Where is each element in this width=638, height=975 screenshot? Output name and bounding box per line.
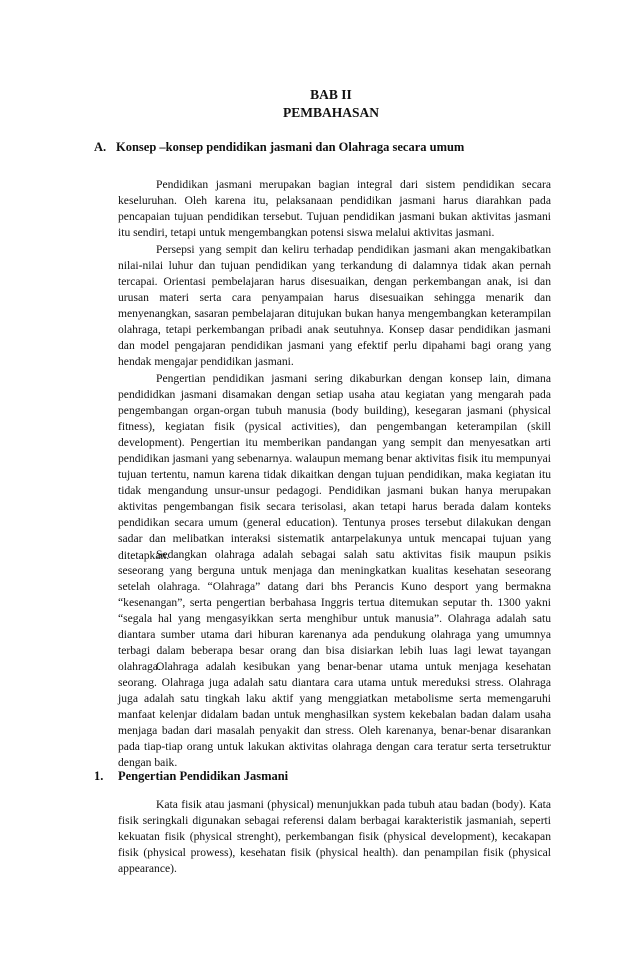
chapter-title: PEMBAHASAN [282,105,379,120]
paragraph: Olahraga adalah kesibukan yang benar-benar utama untuk menjaga kesehatan seorang. Olahraga juga adalah satu diantara cara utama untuk mereduksi stress. Olahraga juga adalah satu tingkah laku aktif yang menggiatkan metabolisme serta memengaruhi manfaat kelenjar didalam badan untuk menghasilkan system kekebalan badan dalam usaha menjaga badan dari masalah penyakit dan stress. Oleh karenanya, benar-benar disarankan pada tiap-tiap orang untuk lakukan aktivitas olahraga dengan cara teratur serta tersetruktur dengan baik. [118,660,551,770]
section-heading-a [94,139,464,155]
paragraph: Kata fisik atau jasmani (physical) menunjukkan pada tubuh atau badan (body). Kata fisik seringkali digunakan sebagai referensi dalam berbagai karakteristik jasmaniah, seperti kekuatan fisik (physical strenght), perkembangan fisik (physical development), kecakapan fisik (physical prowess), kesehatan fisik (physical health). dan penampilan fisik (physical appearance). [118,798,551,876]
section-title: Konsep –konsep pendidikan jasmani dan Olahraga secara umum [116,140,465,154]
section-heading-1 [94,768,288,784]
paragraph: Pengertian pendidikan jasmani sering dikaburkan dengan konsep lain, dimana pendididkan jasmani disamakan dengan setiap usaha atau kegiatan yang mengarah pada pengembangan organ-organ tubuh manusia (body building), kesegaran jasmani (physical fitness), kegiatan fisik (pysical activities), dan pengembangan keterampilan (skill development). Pengertian itu memberikan pandangan yang sempit dan menyesatkan arti pendidikan jasmani yang sebenarnya. walaupun memang benar aktivitas fisik itu mempunyai tujuan tertentu, namun karena tidak dikaitkan dengan tujuan pendidikan, maka kegiatan itu tidak mengandung unsur-unsur pedagogi. Pendidikan jasmani bukan hanya merupakan aktivitas pengembangan fisik secara terisolasi, akan tetapi harus berada dalam konteks pendidikan secara umum (general education). Tentunya proses tersebut dilakukan dengan sadar dan melibatkan interaksi sistematik antarpelakunya untuk mencapai tujuan yang ditetapkan. [118,372,551,562]
section-number: A. [94,140,107,154]
chapter-label: BAB II [310,87,352,102]
section-number: 1. [94,769,104,783]
section-title: Pengertian Pendidikan Jasmani [118,769,289,783]
paragraph: Persepsi yang sempit dan keliru terhadap pendidikan jasmani akan mengakibatkan nilai-nilai luhur dan tujuan pendidikan yang terkandung di dalamnya tidak akan pernah tercapai. Orientasi pembelajaran harus disesuaikan, dengan perkembangan anak, isi dan urusan materi serta cara penyampaian harus disesuaikan sehingga menarik dan menyenangkan, sasaran pembelajaran ditujukan bukan hanya mengembangkan keterampilan olahraga, tetapi perkembangan pribadi anak seutuhnya. Konsep dasar pendidikan jasmani dan model pengajaran pendidikan jasmani yang efektif perlu dipahami bagi orang yang hendak mengajar pendidikan jasmani. [118,243,551,369]
paragraph: Sedangkan olahraga adalah sebagai salah satu aktivitas fisik maupun psikis seseorang yang berguna untuk menjaga dan meningkatkan kualitas kesehatan seseorang setelah olahraga. “Olahraga” datang dari bhs Perancis Kuno desport yang bermakna “kesenangan”, serta pengertian berbahasa Inggris tertua ditemukan seputar th. 1300 yakni “segala hal yang mengasyikkan serta menghibur untuk manusia”. Olahraga adalah satu diantara sumber utama dari hiburan karenanya ada pendukung olahraga yang umumnya terbagi dalam beberapa besar orang dan bisa disiarkan lebih luas lagi lewat tayangan olahraga. [118,548,551,674]
paragraph: Pendidikan jasmani merupakan bagian integral dari sistem pendidikan secara keseluruhan. Oleh karena itu, pelaksanaan pendidikan jasmani harus diarahkan pada pencapaian tujuan pendidikan tersebut. Tujuan pendidikan jasmani bukan aktivitas jasmani itu sendiri, tetapi untuk mengembangkan potensi siswa melalui aktivitas jasmani. [118,178,551,240]
